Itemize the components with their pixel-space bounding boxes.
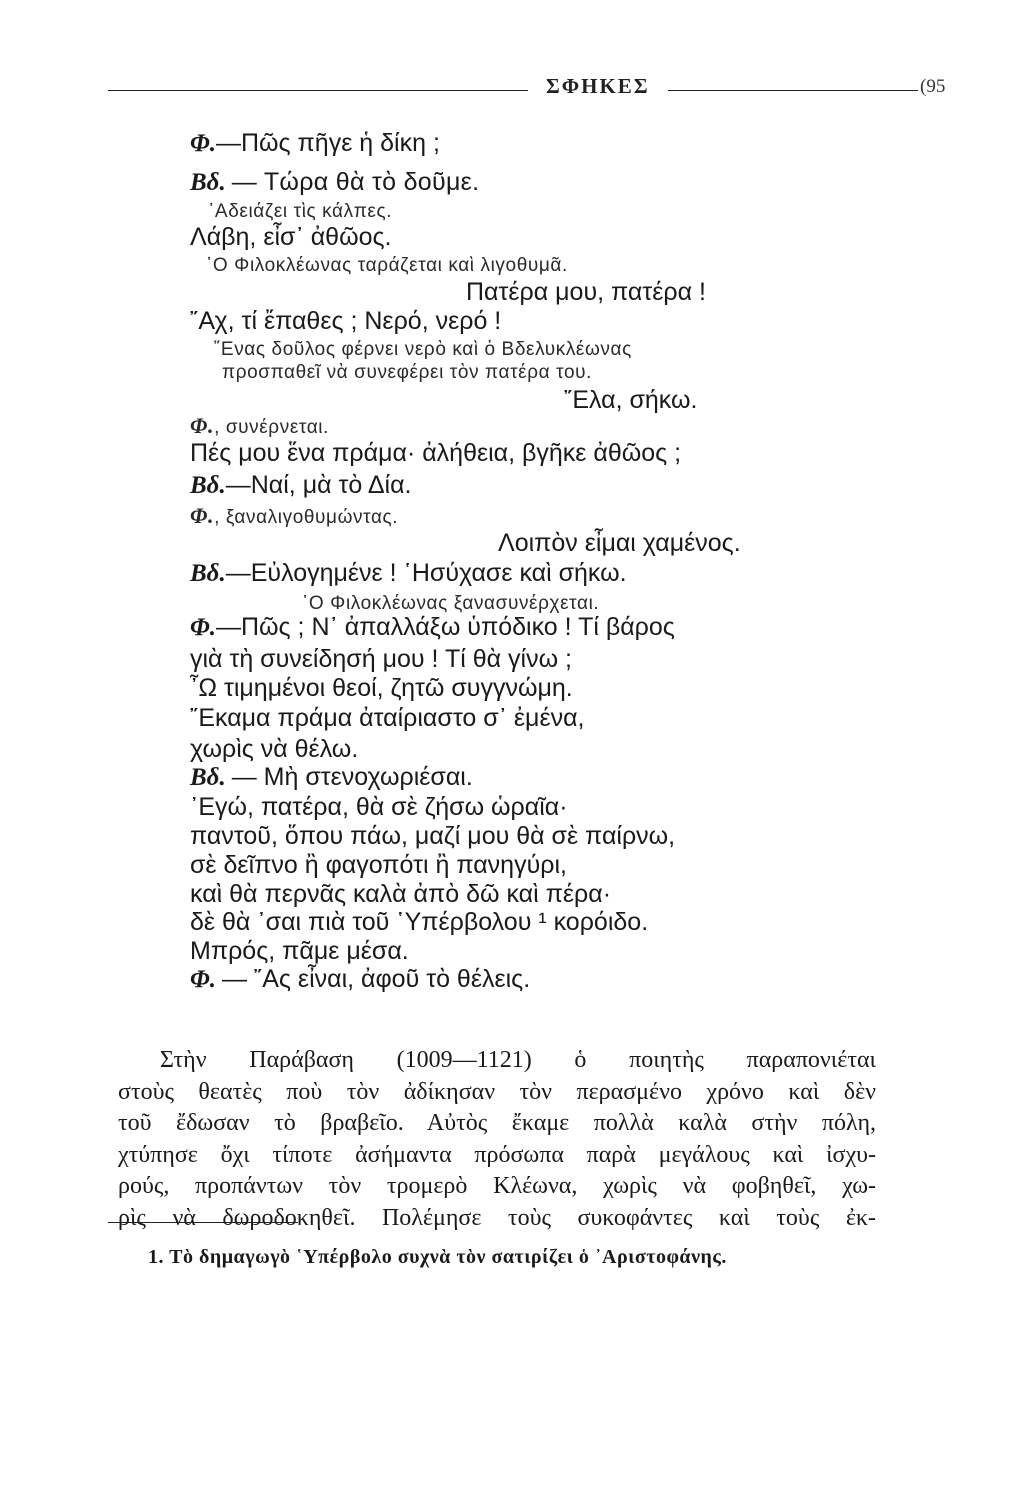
dialogue-line — [190, 167, 479, 198]
dialogue-line — [190, 612, 675, 643]
stage-direction-line — [190, 414, 329, 440]
dialogue-line — [190, 558, 627, 589]
header-rule-left-segment — [398, 90, 528, 91]
prose-line: τοῦ ἔδωσαν τὸ βραβεῖο. Αὐτὸς ἔκαμε πολλὰ καλὰ στὴν πόλη, — [118, 1110, 876, 1136]
line-text: — Μὴ στενοχωριέσαι. — [231, 763, 473, 791]
header-rule-right — [668, 90, 918, 91]
line-text: , συνέρνεται. — [214, 417, 330, 438]
line-text: —Ναί, μὰ τὸ Δία. — [225, 471, 412, 499]
dialogue-line — [190, 964, 530, 995]
stage-direction: ῞Ενας δοῦλος φέρνει νερὸ καὶ ὁ Βδελυκλέωνας — [214, 339, 632, 360]
dialogue-line — [190, 470, 412, 501]
prose-line: στοὺς θεατὲς ποὺ τὸν ἀδίκησαν τὸν περασμένο χρόνο καὶ δὲν — [118, 1078, 876, 1105]
dialogue-line: ᾿Εγώ, πατέρα, θὰ σὲ ζήσω ὡραῖα· — [190, 793, 568, 821]
speaker-label: Φ. — [190, 966, 216, 993]
line-text: —Πῶς πῆγε ἡ δίκη ; — [215, 129, 440, 157]
dialogue-line: Λάβη, εἶσ᾿ ἀθῶος. — [190, 223, 392, 251]
speaker-label: Βδ. — [190, 472, 226, 499]
line-text: — Τώρα θὰ τὸ δοῦμε. — [231, 168, 480, 196]
dialogue-line: ῎Εκαμα πράμα ἀταίριαστο σ᾿ ἐμένα, — [190, 704, 585, 732]
line-text: — ῎Ας εἶναι, ἀφοῦ τὸ θέλεις. — [221, 965, 531, 993]
stage-direction: ᾿Αδειάζει τὶς κάλπες. — [208, 201, 393, 222]
stage-direction: ῾Ο Φιλοκλέωνας ταράζεται καὶ λιγοθυμᾶ. — [206, 255, 568, 276]
prose-line: χτύπησε ὄχι τίποτε ἀσήμαντα πρόσωπα παρὰ μεγάλους καὶ ἰσχυ- — [118, 1141, 876, 1168]
speaker-label: Βδ. — [190, 764, 226, 791]
dialogue-line: χωρὶς νὰ θέλω. — [190, 735, 359, 763]
stage-direction-line — [190, 504, 398, 530]
dialogue-line: ῎Ελα, σήκω. — [564, 386, 698, 414]
line-text: , ξαναλιγοθυμώντας. — [214, 507, 399, 528]
speaker-label: Φ. — [190, 503, 215, 528]
dialogue-line: σὲ δεῖπνο ἢ φαγοπότι ἢ πανηγύρι, — [190, 851, 567, 879]
speaker-label: Φ. — [190, 130, 216, 157]
running-title: ΣΦΗΚΕΣ — [546, 74, 650, 98]
dialogue-line: Πές μου ἕνα πράμα· ἀλήθεια, βγῆκε ἀθῶος ; — [190, 439, 682, 467]
running-header — [108, 72, 946, 102]
prose-line: ρούς, προπάντων τὸν τρομερὸ Κλέωνα, χωρὶς νὰ φοβηθεῖ, χω- — [118, 1173, 876, 1199]
header-rule-left — [108, 90, 418, 91]
prose-paragraph — [118, 1045, 876, 1234]
dialogue-line: καὶ θὰ περνᾶς καλὰ ἀπὸ δῶ καὶ πέρα· — [190, 880, 612, 908]
dialogue-line: γιὰ τὴ συνείδησή μου ! Τί θὰ γίνω ; — [190, 645, 572, 673]
dialogue-line: ῎Αχ, τί ἔπαθες ; Νερό, νερό ! — [190, 307, 502, 335]
prose-line: Στὴν Παράβαση (1009—1121) ὁ ποιητὴς παραπονιέται — [160, 1047, 876, 1073]
dialogue-line: ῏Ω τιμημένοι θεοί, ζητῶ συγγνώμη. — [190, 674, 573, 702]
dialogue-line: Λοιπὸν εἶμαι χαμένος. — [498, 529, 741, 557]
prose-line: ρὶς νὰ δωροδοκηθεῖ. Πολέμησε τοὺς συκοφάντες καὶ τοὺς ἐκ- — [118, 1204, 876, 1231]
dialogue-line: δὲ θὰ ᾿σαι πιὰ τοῦ ῾Υπέρβολου ¹ κορόιδο. — [190, 908, 649, 936]
speaker-label: Βδ. — [190, 560, 226, 587]
stage-direction: ῾Ο Φιλοκλέωνας ξανασυνέρχεται. — [302, 593, 600, 614]
dialogue-line: παντοῦ, ὅπου πάω, μαζί μου θὰ σὲ παίρνω, — [190, 822, 676, 850]
page-number: (95 — [920, 76, 946, 97]
footnote: 1. Τὸ δημαγωγὸ ῾Υπέρβολο συχνὰ τὸν σατιρίζει ὁ ᾿Αριστοφάνης. — [148, 1246, 727, 1268]
dialogue-line — [190, 762, 473, 793]
dialogue-line: Πατέρα μου, πατέρα ! — [466, 278, 706, 306]
speaker-label: Βδ. — [190, 169, 226, 196]
dialogue-line — [190, 128, 440, 159]
footnote-rule — [108, 1222, 298, 1223]
speaker-label: Φ. — [190, 413, 215, 438]
line-text: —Πῶς ; Ν᾿ ἀπαλλάξω ὑπόδικο ! Τί βάρος — [215, 613, 675, 641]
stage-direction: προσπαθεῖ νὰ συνεφέρει τὸν πατέρα του. — [222, 362, 592, 383]
dialogue-line: Μπρός, πᾶμε μέσα. — [190, 937, 409, 965]
line-text: —Εὐλογημένε ! ῾Ησύχασε καὶ σήκω. — [225, 559, 627, 587]
speaker-label: Φ. — [190, 614, 216, 641]
